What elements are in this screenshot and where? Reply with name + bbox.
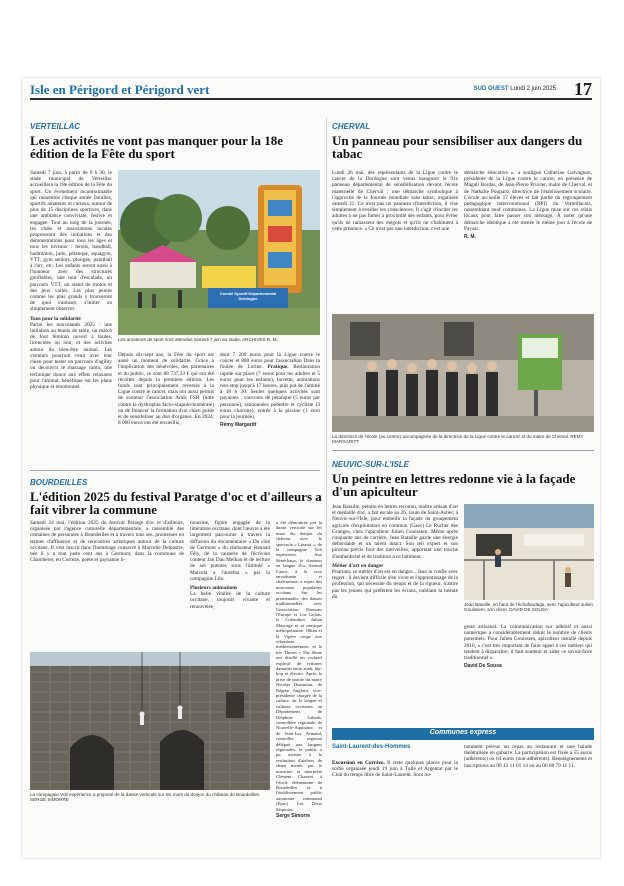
article-peintre-subhead: Métier d'art en danger bbox=[332, 562, 384, 569]
article-tabac-col2 bbox=[464, 170, 592, 318]
article-paratge-photo-caption: La compagnie Volt expérience a proposé de la danse verticale sur les murs du donjon du château de Bourdeilles. SERGE SIMORRE bbox=[30, 792, 261, 803]
article-paratge-col2b: La belle vitalité de la culture occitane, toujours vivante et renouvelée, bbox=[190, 591, 270, 610]
article-paratge-col3 bbox=[276, 520, 322, 850]
article-sport-photo bbox=[118, 170, 320, 335]
article-sport-col1 bbox=[30, 170, 112, 428]
article-peintre-col1-text: Jean Bataille, peintre en lettres reconnu, maître artisan d'art et médaillé d'or, a fait escale au 26, route de Saint-Astier, à Neuvic-sur-l'Isle, pour embellir la façade du groupement agricole d'exploitation en commun (Gaec) Le Rucher des Granges, chez l'apiculteur Julien Gouissem. Même après cinquante ans de carrière, Jean Bataille garde une énergie débordante et un talent intact. Son œil expert et son pinceau précis font des merveilles, apportant une touche d'authenticité et de tradition à ce bâtiment. bbox=[332, 504, 458, 560]
article-paratge-col2-text: mousine, figure engagée de la littérature occitane, dont l'œuvre a été largement parcourue à travers la diffusion du documentaire « Du côté de Germont » du réalisateur Renaud Fély, de la causerie de l'écrivain conteur Jan Dau Melhau et de lecture de ses poèmes sous l'intitulé « Marcela a l'aurelha » par la compagnie Lilo. bbox=[190, 520, 270, 582]
article-sport-p3: Parmi les nouveautés 2025 : une initiation au tennis de table, un match de foot féminin ouvert à toutes, licenciées ou non, et des activités autour du bien-être animal. Les visiteurs pourront venir avec leur chien pour tester un parcours d'agility ou découvrir le massage canin, une technique douce aux effets relaxants pour l'animal, bénéfique sur les plans physique et émotionnel. bbox=[30, 321, 112, 390]
page-number: 17 bbox=[574, 79, 592, 99]
peintre-photo-illustration bbox=[464, 504, 594, 600]
divider bbox=[30, 470, 320, 471]
article-tabac-col2-text: démarche éducative », a souligné Catherine Galvagnon, présidente de la Ligue contre le cancer, en présence de Magali Bordas, de Jean-Pierre Pruvier, maire de Cherval, et de Nathalie Poupard, directrice de l'établissement scolaire. L'école accueille 17 élèves et fait partie du regroupement pédagogique intercommunal (RPI) du Verteillacois, rassemblant neuf communes. La Ligue mise sur ces relais locaux pour faire passer son message. À noter qu'une démarche identique a été menée le même jour à l'école de Paysac. bbox=[464, 170, 592, 232]
publication-date: Lundi 2 juin 2025 bbox=[510, 86, 556, 92]
article-paratge-signature: Serge Simorre bbox=[276, 812, 311, 819]
article-peintre-signature: David De Sousa bbox=[464, 663, 502, 670]
article-peintre-col2-text: geste artisanal. La communication sur adhésif et aussi numérique a considérablement réduit le nombre de clients potentiels. Pour Julien Gouissem, apiculteur installé depuis 2010, « c'est très important de faire appel à ces métiers qui tendent à disparaître, il faut soutenir et aider ce savoir-faire traditionnel ». bbox=[464, 624, 592, 662]
article-peintre-photo bbox=[464, 504, 594, 600]
article-paratge-col2 bbox=[190, 520, 270, 654]
newspaper-page bbox=[22, 78, 600, 858]
communes-express-subhead: Excursion en Corrèze. bbox=[332, 760, 385, 766]
article-peintre-col1 bbox=[332, 504, 458, 700]
article-paratge-location: BOURDEILLES bbox=[30, 478, 88, 487]
article-paratge-col1: Samedi 24 mai, l'édition 2025 du festival Paratge d'oc et d'ailleurs, organisée par l'agence culturelle départementale, a rassemblé des centaines de personnes à Bourdeilles et à travers tous ses, promesses en termes d'affluence et de rencontres artistiques autour de la culture occitane. Il s'est inscrit dans l'hommage consacré à Marcelle Delpastre, née il y a tout juste cent ans à Germont, dans la commune de Chamberet, en Corrèze, poète et paysanne li- bbox=[30, 520, 184, 564]
article-peintre-col1b: Pourtant, ce métier d'art est en danger... Jean le confie avec regret : il devient difficile d'en vivre et l'apprentissage de la profession, qui nécessite du temps et de la rigueur, n'attire pas les jeunes qui préfèrent les écrans, oubliant la beauté du bbox=[332, 569, 458, 600]
article-tabac-photo bbox=[332, 314, 594, 432]
article-paratge-photo bbox=[30, 652, 270, 790]
article-sport-p1: Samedi 7 juin, à partir de 9 h 30, le stade municipal de Verteillac accueillera la 18e édition de la Fête du sport. Un événement incontournable qui rassemble chaque année familles, sportifs amateurs et curieux, autour de plus de 15 disciplines sportives, dans une ambiance conviviale, festive et engagée. bbox=[30, 170, 112, 226]
communes-express-col2: tamment prévus un repas au restaurant et une balade théâtralisée en gabarre. La participation est fixée à 55 euros (adhérents) ou 64 euros (non-adhérents). Renseignements et inscriptions au 06 12 11 01 14 ou au 06 68 79 11 11. bbox=[464, 744, 592, 769]
article-sport-signature: Rémy Margaritt bbox=[220, 422, 257, 429]
article-paratge-subhead: Plusieurs animations bbox=[190, 585, 238, 592]
article-sport-photo-caption: Les amateurs de sport sont attendus samedi 7 juin au stade. ARCHIVES R. M. bbox=[118, 337, 278, 342]
article-peintre-location: NEUVIC-SUR-L'ISLE bbox=[332, 460, 410, 469]
article-tabac-signature: R. M. bbox=[464, 234, 476, 241]
article-paratge-col3-text: a été démontrée par la danse verticale sur les murs du donjon du château avec le spectacle « Linaria », de la compagnie Volt expérience. Aux Sénéchaux, le chanteur en langue d'oc Arnaud Cance, à la voix envoûtante et chaleureuse, a repris des morceaux populaires occitans. Sur les promenades, des danses traditionnelles avec l'association Dansons l'Europe et Los Golats, le Colombier Julian Mayorga et sa musique métropolitaine. Olkan et la Vipère rouge aux vibrations méditerranéennes, et le trio Throes + The Shine ont distillé un cocktail explosif de rythmes dansants entre zouk, hip-hop et électro. Après la prise de parole du maire Nicolas Dussutour, de Régine Anglard, vice-présidente chargée de la culture, de la langue et cultures occitanes au Département, de Delphine Labails, conseillère régionale de Nouvelle-Aquitaine, et de Jean-Luc Armand, conseiller régional délégué aux langues régionales, le public a pu assister à la restitution d'ateliers de chant menés par le musicien et interprète Clément Chauvet à l'école élémentaire de Bourdeilles et à l'établissement public autonome communal (Epac) Les Deux Séquoias. bbox=[276, 520, 322, 812]
divider bbox=[332, 450, 594, 451]
communes-express-place: Saint-Laurent-des-Hommes bbox=[332, 744, 411, 750]
publication-info bbox=[474, 86, 556, 92]
communes-express-title: Communes express bbox=[332, 728, 594, 740]
article-tabac-headline: Un panneau pour sensibiliser aux dangers du tabac bbox=[332, 133, 583, 161]
article-tabac-photo-caption: La directrice de l'école (au centre) accompagnée de la directrice de la Ligue contre le cancer et du maire de Cherval. RÉMY MARGARITT bbox=[332, 434, 584, 445]
page-header bbox=[30, 79, 592, 100]
column-divider bbox=[326, 118, 327, 748]
tabac-photo-illustration bbox=[332, 314, 594, 432]
publication-name: SUD OUEST bbox=[473, 86, 509, 92]
article-tabac-location: CHERVAL bbox=[332, 122, 371, 131]
sport-photo-banner: Comité Sportif Départemental Dordogne bbox=[219, 291, 277, 301]
article-sport-pratique: Restauration rapide sur place (7 euros pour les adultes et 5 euros pour les enfants), buvette, animations non-stop jusqu'à 17 heures, puis pot de l'amitié à 18 h 30. Seules quelques activités sont payantes : concours de pétanque (5 euros par personne), randonnées pédestre et cycliste (3 euros chacune), entrée à la piscine (1 euro pour la journée). bbox=[220, 364, 320, 421]
article-sport-p2: Tout au long de la journée, les clubs et associations locales proposeront des initiations et des démonstrations pour tous les âges et tous les niveaux : tennis, handball, badminton, judo, pétanque, aquagym, VTT, gym seniors, plongée, paintball à l'arc, etc. Les enfants seront aussi à l'honneur avec des structures gonflables, une tour d'escalade, un parcours VTT, un stand de motos et des jeux variés. Les plus jeunes comme les plus grands y trouveront de quoi s'amuser, s'initier ou simplement observer. bbox=[30, 219, 112, 313]
article-sport-col3 bbox=[220, 352, 320, 464]
paratge-photo-illustration bbox=[30, 652, 270, 790]
article-peintre-col2 bbox=[464, 624, 592, 718]
article-sport-subhead: Tous pour la solidarité bbox=[30, 315, 81, 322]
article-tabac-col1: Lundi 26 mai, des représentants de la Ligue contre le cancer de la Dordogne sont venus inaugurer le 91e panneau départemental de sensibilisation devant l'école maternelle de Cherval ; une démarche symbolique à l'approche de la Journée mondiale sans tabac, organisée samedi 31. Ce n'est pas un panneau d'interdiction, il vise simplement à éveiller les consciences. Il s'agit d'inciter les adultes à ne pas fumer à proximité des enfants, pour éviter qu'ils ne ramassent des mégots et qu'ils ne s'habituent à cette présence. « Ce n'est pas une interdiction, c'est une bbox=[332, 170, 458, 232]
sport-photo-illustration bbox=[118, 170, 320, 335]
article-sport-headline: Les activités ne vont pas manquer pour la 18e édition de la Fête du sport bbox=[30, 133, 284, 161]
article-sport-col3-text: dont 7 200 euros pour la Ligue contre le cancer et 800 euros pour l'association Dans la foulée de Lorine. bbox=[220, 352, 320, 371]
article-peintre-photo-caption: Jean Bataille, en haut de l'échafaudage, avec l'apiculteur Julien Gouissem, son client. DAVID DE SOUSA bbox=[464, 602, 593, 613]
communes-express-col1 bbox=[332, 760, 458, 814]
article-sport-pratique-label: Pratique. bbox=[267, 364, 289, 371]
article-paratge-headline: L'édition 2025 du festival Paratge d'oc et d'ailleurs a fait vibrer la commune bbox=[30, 489, 322, 517]
article-sport-location: VERTEILLAC bbox=[30, 122, 81, 131]
communes-express-col1-text: Il reste quelques places pour la sortie organisée jeudi 19 juin à Tulle et Argentat par le Club du temps libre de Saint-Laurent. Sont no- bbox=[332, 760, 458, 779]
section-title: Isle en Périgord et Périgord vert bbox=[30, 82, 210, 97]
article-sport-col2: Depuis dix-sept ans, la Fête du sport est aussi un moment de solidarité. Grâce à l'implication des bénévoles, des partenaires et du public, ce sont 88 737,33 € qui ont été récoltés depuis la première édition. Les fonds sont principalement reversés à la Ligue contre le cancer, mais ont aussi permis de soutenir l'association Amis FSH (lutte contre la dystrophie facio-scapulo-humérale) ou de financer la formation d'un chien guide et de sensibiliser au don d'organes. En 2024, 8 000 euros ont été recueillis, bbox=[118, 352, 214, 427]
article-peintre-headline: Un peintre en lettres redonne vie à la façade d'un apiculteur bbox=[332, 471, 576, 499]
